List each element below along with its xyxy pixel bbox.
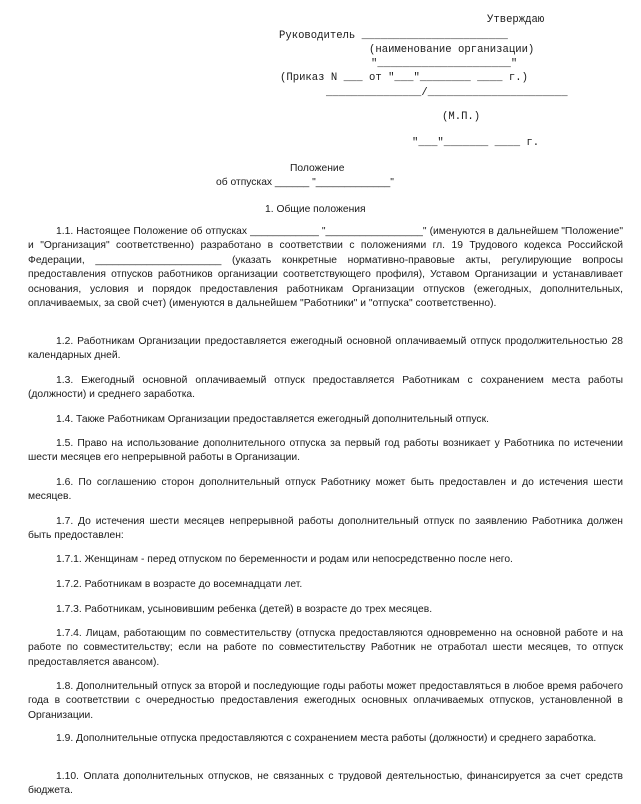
paragraph-1-8: 1.8. Дополнительный отпуск за второй и последующие годы работы может предоставляться в любое время рабочего года в соответствии с очередностью предоставления ежегодных основных оплачиваемых отпусков, установленной в Организации. <box>28 681 623 721</box>
org-quote-line: "_____________________" <box>371 58 518 70</box>
head-line: Руководитель _______________________ <box>279 30 508 42</box>
paragraph-1-9: 1.9. Дополнительные отпуска предоставляются с сохранением места работы (должности) и среднего заработка. <box>56 733 597 744</box>
paragraph-1-6: 1.6. По соглашению сторон дополнительный отпуск Работнику может быть предоставлен и до истечения шести месяцев. <box>28 477 623 503</box>
paragraph-1-4: 1.4. Также Работникам Организации предоставляется ежегодный дополнительный отпуск. <box>56 414 489 425</box>
doc-subtitle: об отпусках ______ "_____________" <box>216 177 394 188</box>
paragraph-1-1: 1.1. Настоящее Положение об отпусках ____________ "_________________" (именуются в дальнейшем "Положение" и "Организация" соответственно) разработано в соответствии с положениями гл. 19 Трудового кодекса Российской Федерации, ______________________ (указать конкретные нормативно-правовые акты, регулирующие вопросы предоставления отпусков работников организации соответствующего профиля), Уставом Организации и устанавливает основания, условия и порядок предоставления работникам Организации отпусков (ежегодных, дополнительных, оплачиваемых, за свой счет) (именуются в дальнейшем "Работники" и "отпуска" соответственно). <box>28 226 623 310</box>
approve-label: Утверждаю <box>487 14 545 26</box>
stamp-label: (М.П.) <box>442 111 481 123</box>
paragraph-1-7-3: 1.7.3. Работникам, усыновившим ребенка (детей) в возрасте до трех месяцев. <box>56 604 433 615</box>
paragraph-1-10: 1.10. Оплата дополнительных отпусков, не связанных с трудовой деятельностью, финансируется за счет средств бюджета. <box>28 771 623 797</box>
paragraph-1-7-2: 1.7.2. Работникам в возрасте до восемнадцати лет. <box>56 579 303 590</box>
order-line: (Приказ N ___ от "___"________ ____ г.) <box>280 72 528 84</box>
paragraph-1-3: 1.3. Ежегодный основной оплачиваемый отпуск предоставляется Работникам с сохранением места работы (должности) и среднего заработка. <box>28 375 623 401</box>
paragraph-1-7-1: 1.7.1. Женщинам - перед отпуском по беременности и родам или непосредственно после него. <box>56 554 513 565</box>
org-caption: (наименование организации) <box>369 44 535 56</box>
doc-title: Положение <box>290 163 345 174</box>
section-heading: 1. Общие положения <box>265 204 366 215</box>
paragraph-1-2: 1.2. Работникам Организации предоставляется ежегодный основной оплачиваемый отпуск продолжительностью 28 календарных дней. <box>28 336 623 362</box>
date-line: "___"_______ ____ г. <box>412 137 540 149</box>
signature-line: _______________/______________________ <box>326 87 568 99</box>
paragraph-1-7: 1.7. До истечения шести месяцев непрерывной работы дополнительный отпуск по заявлению Работника должен быть предоставлен: <box>28 516 623 542</box>
paragraph-1-5: 1.5. Право на использование дополнительного отпуска за первый год работы возникает у Работника по истечении шести месяцев его непрерывной работы в Организации. <box>28 438 623 464</box>
paragraph-1-7-4: 1.7.4. Лицам, работающим по совместительству (отпуска предоставляются одновременно на основной работе и на работе по совместительству; если на работе по совместительству Работник не отработал шести месяцев, то отпуск предоставляется авансом). <box>28 628 623 668</box>
